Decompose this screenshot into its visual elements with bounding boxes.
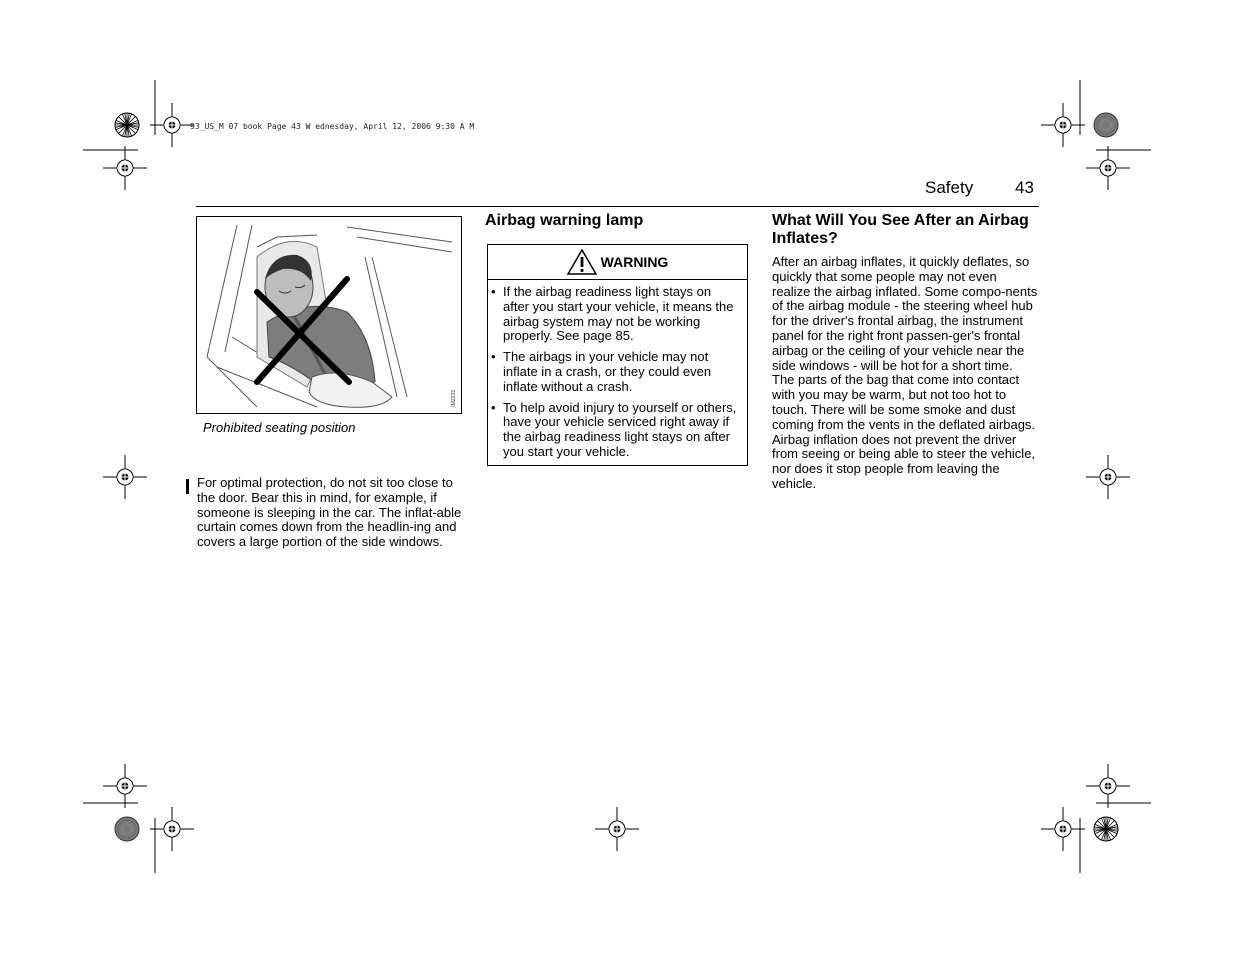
- warning-header: [488, 245, 747, 280]
- list-item: • The airbags in your vehicle may not inflate in a crash, or they could even inflate without a crash.: [491, 349, 712, 394]
- figure-code: IM2233: [451, 390, 457, 407]
- revision-bar: [186, 479, 189, 494]
- warning-triangle-icon: [567, 249, 597, 275]
- print-slug-line: 93_US_M 07 book Page 43 W ednesday, April 12, 2006 9:30 A M: [190, 122, 475, 131]
- warning-list: [488, 280, 747, 460]
- list-item: • To help avoid injury to yourself or others, have your vehicle serviced right away if the airbag readiness light stays on after you start your vehicle.: [491, 399, 737, 459]
- after-inflation-paragraph: After an airbag inflates, it quickly deflates, so quickly that some people may not even realize the airbag inflated. Some compo-nents of the airbag module - the steering wheel hub for the driver's frontal airbag, the instrument panel for the right front passen-ger's frontal airbag or the ceiling of your vehicle near the side windows - will be hot for a short time. The parts of the bag that come into contact with you may be warm, but not too hot to touch. There will be some smoke and dust coming from the vents in the deflated airbags. Airbag inflation does not prevent the driver from seeing or being able to steer the vehicle, nor does it stop people from leaving the vehicle.: [772, 254, 1038, 491]
- figure-caption: Prohibited seating position: [203, 420, 356, 435]
- airbag-warning-lamp-heading: Airbag warning lamp: [485, 212, 644, 229]
- section-title: Safety: [925, 178, 974, 197]
- warning-box: [487, 244, 748, 466]
- page-number: 43: [1015, 178, 1034, 197]
- list-item: • If the airbag readiness light stays on after you start your vehicle, it means the airbag system may not be working properly. See page 85.: [491, 284, 734, 344]
- after-inflation-heading: What Will You See After an Airbag Inflates?: [772, 212, 1029, 247]
- header-rule: [196, 206, 1039, 207]
- car-interior-drawing: [197, 217, 462, 414]
- warning-label: WARNING: [600, 254, 669, 270]
- seating-paragraph: For optimal protection, do not sit too close to the door. Bear this in mind, for example, if someone is sleeping in the car. The inflat-able curtain comes down from the headlin-ing and covers a large portion of the side windows.: [197, 475, 462, 550]
- seating-illustration: [196, 216, 462, 414]
